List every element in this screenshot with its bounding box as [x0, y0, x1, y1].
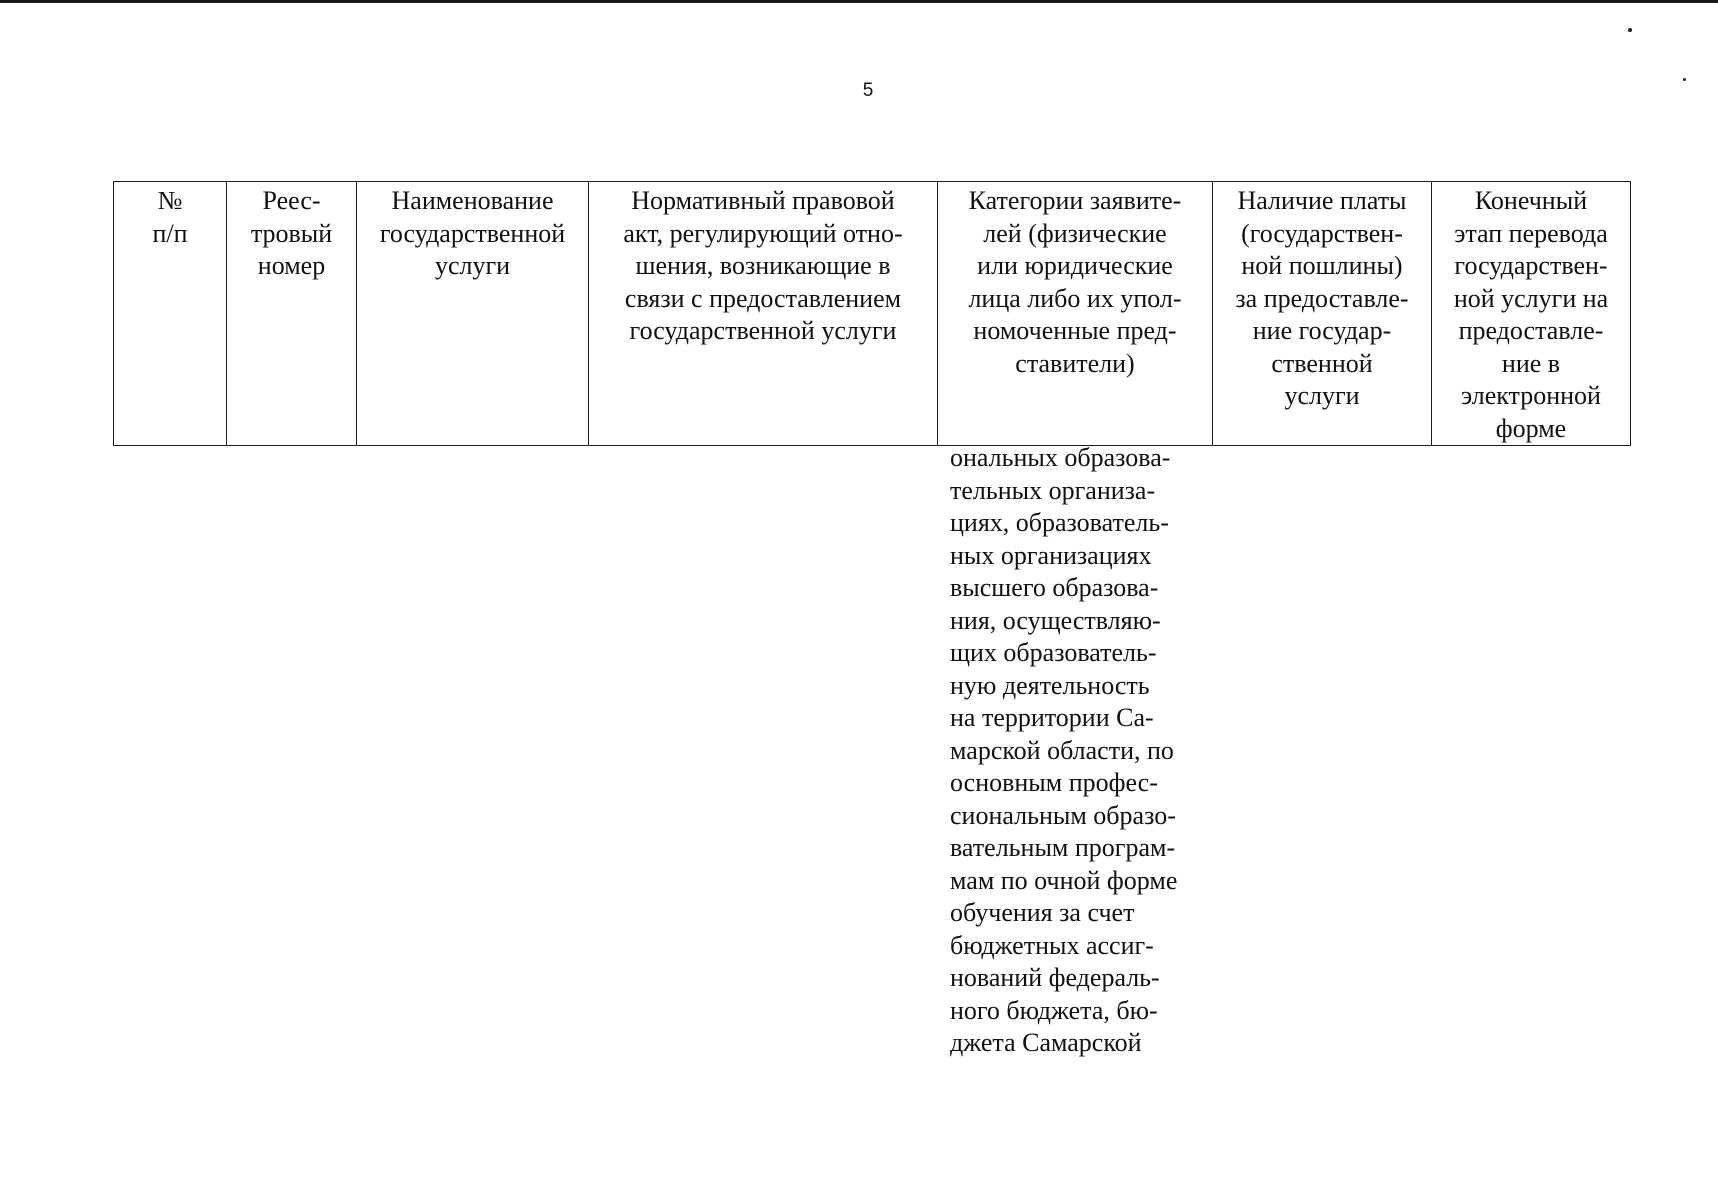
header-row [114, 182, 1631, 446]
col-service-name [357, 182, 589, 446]
continuation-text-line: на территории Са- [950, 703, 1154, 732]
header-text-line: Нормативный правовой [631, 186, 895, 215]
header-text-line: тровый [250, 218, 333, 248]
continuation-text-line: тельных организа- [950, 475, 1156, 505]
header-text-line: ставители) [1015, 348, 1135, 378]
col-applicant-categories [938, 182, 1213, 446]
header-text-line: лица либо их упол- [968, 283, 1182, 313]
header-text-line: Конечный [1474, 186, 1588, 215]
col-electronic-stage [1432, 182, 1631, 446]
continuation-text-line: ния, осуществляю- [950, 605, 1161, 635]
header-text-line: Реес- [262, 186, 321, 215]
continuation-text-line: ную деятельность [950, 670, 1150, 700]
header-text-line: ние государ- [1252, 316, 1392, 345]
header-text-line: услуги [434, 251, 511, 280]
continuation-text-line: вательным програм- [950, 833, 1176, 862]
header-text-line: ние в [1501, 348, 1561, 378]
header-text-line: лей (физические [983, 218, 1167, 248]
header-text-line: ной пошлины) [1241, 251, 1403, 280]
continuation-text-line: щих образователь- [950, 638, 1157, 667]
header-text-line: номоченные пред- [973, 316, 1177, 345]
header-text-line: предоставле- [1458, 316, 1604, 345]
continuation-text-line: ного бюджета, бю- [950, 995, 1158, 1025]
header-text-line: или юридические [977, 251, 1173, 280]
col-registry-number [227, 182, 357, 446]
continuation-text-line: ных организациях [950, 540, 1152, 570]
scan-speck [1628, 28, 1632, 32]
continuation-text-line: бюджетных ассиг- [950, 930, 1154, 960]
header-text-line: Наименование [391, 186, 554, 215]
continuation-text-line: джета Самарской [950, 1028, 1142, 1057]
header-text-line: п/п [152, 218, 188, 248]
header-text-line: (государствен- [1241, 218, 1403, 248]
applicant-categories-continuation [950, 442, 1220, 1060]
header-text-line: форме [1495, 413, 1567, 443]
continuation-text-line: высшего образова- [950, 573, 1159, 602]
header-text-line: номер [257, 251, 326, 280]
header-text-line: связи с предоставлением [624, 283, 902, 313]
header-text-line: государственной услуги [629, 316, 897, 345]
header-text-line: электронной [1461, 381, 1601, 410]
top-edge-rule [0, 0, 1718, 3]
header-text-line: Наличие платы [1237, 186, 1407, 215]
continuation-text-line: сиональным образо- [950, 800, 1176, 830]
col-fee-presence [1213, 182, 1432, 446]
services-table-header [113, 181, 1631, 446]
continuation-text-line: ональных образова- [950, 443, 1171, 472]
continuation-text-line: обучения за счет [950, 898, 1135, 927]
continuation-text-line: мам по очной форме [950, 865, 1178, 895]
header-text-line: Категории заявите- [968, 186, 1182, 215]
header-text-line: государственной [379, 218, 566, 248]
scan-speck [1683, 78, 1686, 81]
header-text-line: услуги [1284, 381, 1360, 410]
header-text-line: ственной [1271, 348, 1373, 378]
header-text-line: этап перевода [1454, 218, 1608, 248]
header-text-line: шения, возникающие в [635, 251, 891, 280]
col-number [114, 182, 227, 446]
continuation-text-line: нований федераль- [950, 963, 1160, 992]
continuation-text-line: циях, образователь- [950, 508, 1169, 537]
continuation-text-line: марской области, по [950, 735, 1174, 765]
header-text-line: акт, регулирующий отно- [623, 218, 903, 248]
header-text-line: ной услуги на [1453, 283, 1609, 313]
header-text-line: № [157, 186, 183, 215]
header-text-line: за предоставле- [1235, 283, 1409, 313]
header-text-line: государствен- [1454, 251, 1608, 280]
continuation-text-line: основным профес- [950, 768, 1158, 797]
col-legal-act [589, 182, 938, 446]
page-number: 5 [862, 80, 874, 101]
